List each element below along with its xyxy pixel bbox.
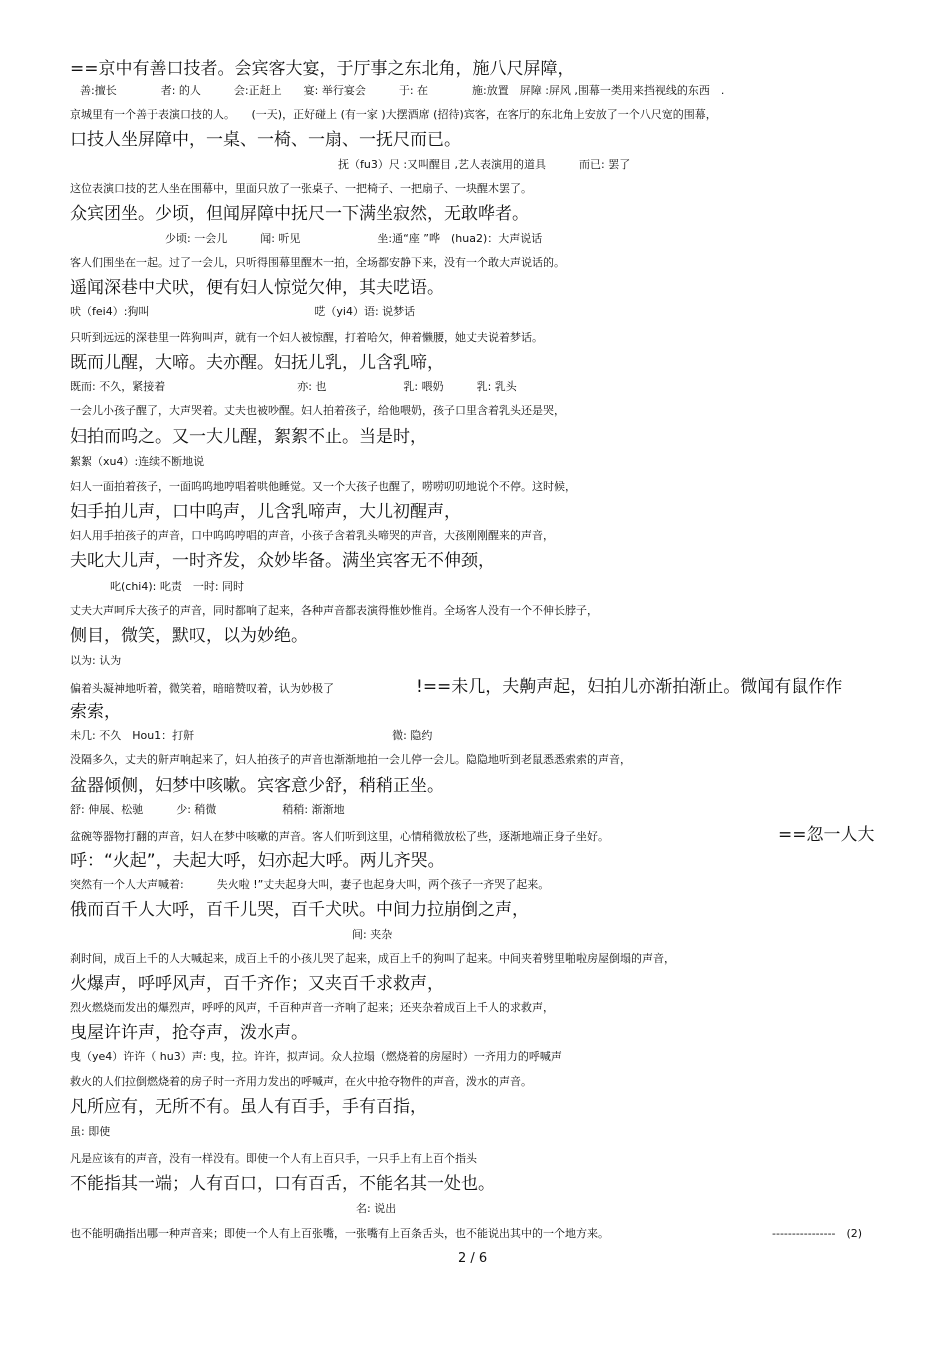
text-line: 以为: 认为: [70, 654, 122, 667]
text-line: 虽: 即使: [70, 1125, 111, 1138]
text-line: !==未几，夫齁声起，妇拍儿亦渐拍渐止。微闻有鼠作作: [416, 677, 843, 697]
text-line: 只听到远远的深巷里一阵狗叫声，就有一个妇人被惊醒，打着哈欠，伸着懒腰，她丈夫说着梦话。: [70, 331, 543, 344]
text-line: 盆器倾侧，妇梦中咳嗽。宾客意少舒，稍稍正坐。: [70, 776, 444, 796]
text-line: 偏着头凝神地听着，微笑着，暗暗赞叹着，认为妙极了: [70, 682, 334, 695]
text-line: 俄而百千人大呼，百千儿哭，百千犬吠。中间力拉崩倒之声，: [70, 900, 529, 920]
text-line: 妇拍而呜之。又一大儿醒，絮絮不止。当是时，: [70, 427, 427, 447]
text-line: 烈火燃烧而发出的爆烈声，呼呼的风声，千百种声音一齐响了起来；还夹杂着成百上千人的求救声，: [70, 1001, 554, 1014]
text-line: 间: 夹杂: [352, 928, 393, 941]
text-line: 也不能明确指出哪一种声音来；即使一个人有上百张嘴，一张嘴有上百条舌头，也不能说出其中的一个地方来。: [70, 1227, 609, 1240]
text-line: 一会儿小孩子醒了，大声哭着。丈夫也被吵醒。妇人拍着孩子，给他喂奶，孩子口里含着乳头还是哭，: [70, 404, 565, 417]
text-line: 叱(chi4): 叱责 一时: 同时: [110, 580, 245, 593]
text-line: ==京中有善口技者。会宾客大宴，于厅事之东北角，施八尺屏障，: [70, 59, 575, 79]
text-line: 盆碗等器物打翻的声音，妇人在梦中咳嗽的声音。客人们听到这里，心情稍微放松了些，逐渐地端正身子坐好。: [70, 830, 609, 843]
page-number: 2 / 6: [458, 1251, 488, 1266]
text-line: 抚（fu3）尺 :又叫醒目 ,艺人表演用的道具 而已: 罢了: [338, 158, 631, 171]
text-line: 凡是应该有的声音，没有一样没有。即使一个人有上百只手，一只手上有上百个指头: [70, 1152, 477, 1165]
text-line: 这位表演口技的艺人坐在围幕中，里面只放了一张桌子、一把椅子、一把扇子、一块醒木罢了。: [70, 182, 532, 195]
text-line: 妇人用手拍孩子的声音，口中呜呜哼唱的声音，小孩子含着乳头啼哭的声音，大孩刚刚醒来的声音，: [70, 529, 554, 542]
text-line: ==忽一人大: [778, 825, 875, 845]
text-line: 京城里有一个善于表演口技的人。 (一天)，正好碰上 (有一家 )大摆酒席 (招待)宾客，在客厅的东北角上安放了一个八尺宽的围幕，: [70, 108, 717, 121]
text-line: 曳屋许许声，抢夺声，泼水声。: [70, 1023, 308, 1043]
text-line: 凡所应有，无所不有。虽人有百手，手有百指，: [70, 1097, 427, 1117]
text-line: 絮絮（xu4）:连续不断地说: [70, 455, 205, 468]
text-line: 突然有一个人大声喊着: 失火啦 !”丈夫起身大叫，妻子也起身大叫，两个孩子一齐哭了起来。: [70, 878, 550, 891]
text-line: 客人们围坐在一起。过了一会儿，只听得围幕里醒木一拍，全场都安静下来，没有一个敢大声说话的。: [70, 256, 565, 269]
text-line: 侧目，微笑，默叹，以为妙绝。: [70, 626, 308, 646]
text-line: ---------------- (2): [772, 1227, 863, 1240]
text-line: 善:擅长 者: 的人 会:正赶上 宴: 举行宴会 于: 在 施:放置 屏障 :屏风 ,围幕一类用来挡视线的东西 .: [80, 84, 725, 97]
text-line: 遥闻深巷中犬吠，便有妇人惊觉欠伸，其夫呓语。: [70, 278, 444, 298]
text-line: 名: 说出: [356, 1202, 397, 1215]
text-line: 众宾团坐。少顷，但闻屏障中抚尺一下满坐寂然，无敢哗者。: [70, 204, 529, 224]
text-line: 口技人坐屏障中，一桌、一椅、一扇、一抚尺而已。: [70, 130, 461, 150]
text-line: 没隔多久，丈夫的鼾声响起来了，妇人拍孩子的声音也渐渐地拍一会儿停一会儿。隐隐地听到老鼠悉悉索索的声音，: [70, 753, 631, 766]
text-line: 舒: 伸展、松驰 少: 稍微 稍稍: 渐渐地: [70, 803, 345, 816]
text-line: 刹时间，成百上千的人大喊起来，成百上千的小孩儿哭了起来，成百上千的狗叫了起来。中间夹着劈里啪啦房屋倒塌的声音，: [70, 952, 675, 965]
text-line: 吠（fei4）:狗叫 呓（yi4）语: 说梦话: [70, 305, 416, 318]
text-line: 夫叱大儿声，一时齐发，众妙毕备。满坐宾客无不伸颈，: [70, 551, 495, 571]
text-line: 既而儿醒，大啼。夫亦醒。妇抚儿乳，儿含乳啼，: [70, 353, 444, 373]
text-line: 呼：“火起”，夫起大呼，妇亦起大呼。两儿齐哭。: [70, 851, 445, 871]
text-line: 丈夫大声呵斥大孩子的声音，同时都响了起来，各种声音都表演得惟妙惟肖。全场客人没有一个不伸长脖子，: [70, 604, 598, 617]
text-line: 救火的人们拉倒燃烧着的房子时一齐用力发出的呼喊声，在火中抢夺物件的声音，泼水的声音。: [70, 1075, 532, 1088]
text-line: 妇手拍儿声，口中呜声，儿含乳啼声，大儿初醒声，: [70, 502, 461, 522]
text-line: 妇人一面拍着孩子，一面呜呜地哼唱着哄他睡觉。又一个大孩子也醒了，唠唠叨叨地说个不停。这时候，: [70, 480, 576, 493]
text-line: 不能指其一端；人有百口，口有百舌，不能名其一处也。: [70, 1174, 495, 1194]
text-line: 未几: 不久 Hou1：打鼾 微: 隐约: [70, 729, 433, 742]
text-line: 曳（ye4）许许（ hu3）声: 曳，拉。许许，拟声词。众人拉塌（燃烧着的房屋时）一齐用力的呼喊声: [70, 1050, 562, 1063]
text-line: 索索，: [70, 702, 121, 722]
text-line: 既而: 不久，紧接着 亦: 也 乳: 喂奶 乳: 乳头: [70, 380, 517, 393]
text-line: 火爆声，呼呼风声，百千齐作；又夹百千求救声，: [70, 974, 444, 994]
text-line: 少顷: 一会儿 闻: 听见 坐:通“座 ”哗 (hua2)：大声说话: [165, 232, 543, 245]
